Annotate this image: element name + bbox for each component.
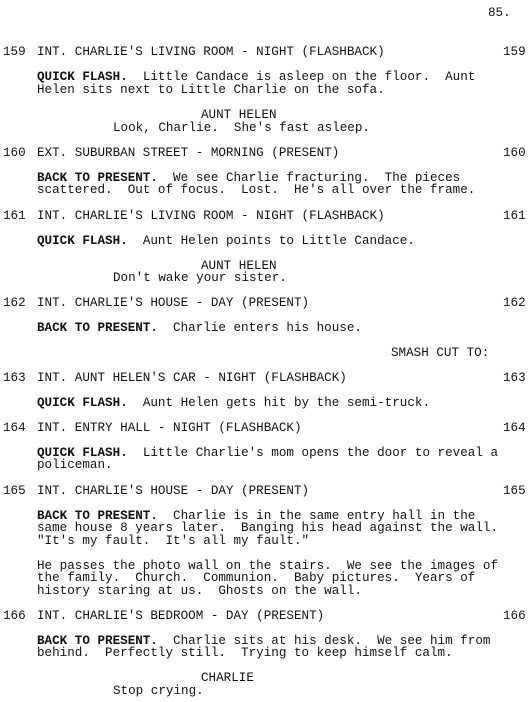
- action-line: Helen sits next to Little Charlie on the sofa.: [37, 83, 385, 97]
- action-emphasis: BACK TO PRESENT.: [37, 634, 158, 648]
- action-text: Charlie enters his house.: [157, 321, 362, 335]
- scene-number-right: 162: [503, 296, 526, 310]
- transition: SMASH CUT TO:: [391, 346, 490, 360]
- action-line: [37, 397, 430, 409]
- action-emphasis: BACK TO PRESENT.: [37, 509, 158, 523]
- action-emphasis: BACK TO PRESENT.: [37, 171, 158, 185]
- action-line: history staring at us. Ghosts on the wall.: [37, 584, 362, 598]
- scene-number-left: 161: [3, 209, 26, 223]
- dialogue-line: Stop crying.: [113, 684, 204, 698]
- action-text: Charlie is in the same entry hall in the: [157, 509, 476, 523]
- action-line: "It's my fault. It's all my fault.": [37, 534, 310, 548]
- action-text: Charlie sits at his desk. We see him from: [157, 634, 491, 648]
- scene-number-left: 163: [3, 371, 26, 385]
- action-line: policeman.: [37, 458, 113, 472]
- action-line: [37, 235, 415, 247]
- scene-heading: INT. CHARLIE'S LIVING ROOM - NIGHT (FLASHBACK): [37, 209, 385, 223]
- scene-heading: EXT. SUBURBAN STREET - MORNING (PRESENT): [37, 146, 340, 160]
- action-line: behind. Perfectly still. Trying to keep himself calm.: [37, 646, 453, 660]
- scene-heading: INT. AUNT HELEN'S CAR - NIGHT (FLASHBACK): [37, 371, 347, 385]
- scene-number-left: 160: [3, 146, 26, 160]
- action-emphasis: BACK TO PRESENT.: [37, 321, 158, 335]
- action-text: We see Charlie fracturing. The pieces: [157, 171, 461, 185]
- action-emphasis: QUICK FLASH.: [37, 234, 128, 248]
- scene-number-left: 165: [3, 484, 26, 498]
- dialogue-line: Look, Charlie. She's fast asleep.: [113, 121, 370, 135]
- scene-number-left: 166: [3, 609, 26, 623]
- scene-number-right: 163: [503, 371, 526, 385]
- scene-number-left: 159: [3, 45, 26, 59]
- action-emphasis: QUICK FLASH.: [37, 70, 128, 84]
- scene-number-left: 162: [3, 296, 26, 310]
- action-text: Aunt Helen gets hit by the semi-truck.: [127, 396, 431, 410]
- scene-heading: INT. ENTRY HALL - NIGHT (FLASHBACK): [37, 421, 302, 435]
- page-number: 85.: [488, 6, 511, 20]
- action-emphasis: QUICK FLASH.: [37, 396, 128, 410]
- action-line: scattered. Out of focus. Lost. He's all over the frame.: [37, 183, 476, 197]
- scene-heading: INT. CHARLIE'S LIVING ROOM - NIGHT (FLASHBACK): [37, 45, 385, 59]
- scene-number-right: 159: [503, 45, 526, 59]
- scene-number-right: 165: [503, 484, 526, 498]
- action-line: same house 8 years later. Banging his head against the wall.: [37, 521, 499, 535]
- scene-number-right: 161: [503, 209, 526, 223]
- scene-number-right: 164: [503, 421, 526, 435]
- character-cue: AUNT HELEN: [201, 108, 277, 122]
- scene-number-right: 166: [503, 609, 526, 623]
- action-text: Little Candace is asleep on the floor. Aunt: [127, 70, 476, 84]
- action-emphasis: QUICK FLASH.: [37, 446, 128, 460]
- scene-heading: INT. CHARLIE'S BEDROOM - DAY (PRESENT): [37, 609, 325, 623]
- scene-number-left: 164: [3, 421, 26, 435]
- scene-number-right: 160: [503, 146, 526, 160]
- scene-heading: INT. CHARLIE'S HOUSE - DAY (PRESENT): [37, 296, 310, 310]
- action-line: [37, 322, 362, 334]
- action-line: [37, 71, 475, 83]
- action-line: the family. Church. Communion. Baby pictures. Years of: [37, 571, 476, 585]
- character-cue: CHARLIE: [201, 671, 254, 685]
- scene-heading: INT. CHARLIE'S HOUSE - DAY (PRESENT): [37, 484, 310, 498]
- action-text: Little Charlie's mom opens the door to reveal a: [127, 446, 499, 460]
- action-line: He passes the photo wall on the stairs. We see the images of: [37, 559, 499, 573]
- dialogue-line: Don't wake your sister.: [113, 271, 287, 285]
- character-cue: AUNT HELEN: [201, 259, 277, 273]
- action-text: Aunt Helen points to Little Candace.: [127, 234, 415, 248]
